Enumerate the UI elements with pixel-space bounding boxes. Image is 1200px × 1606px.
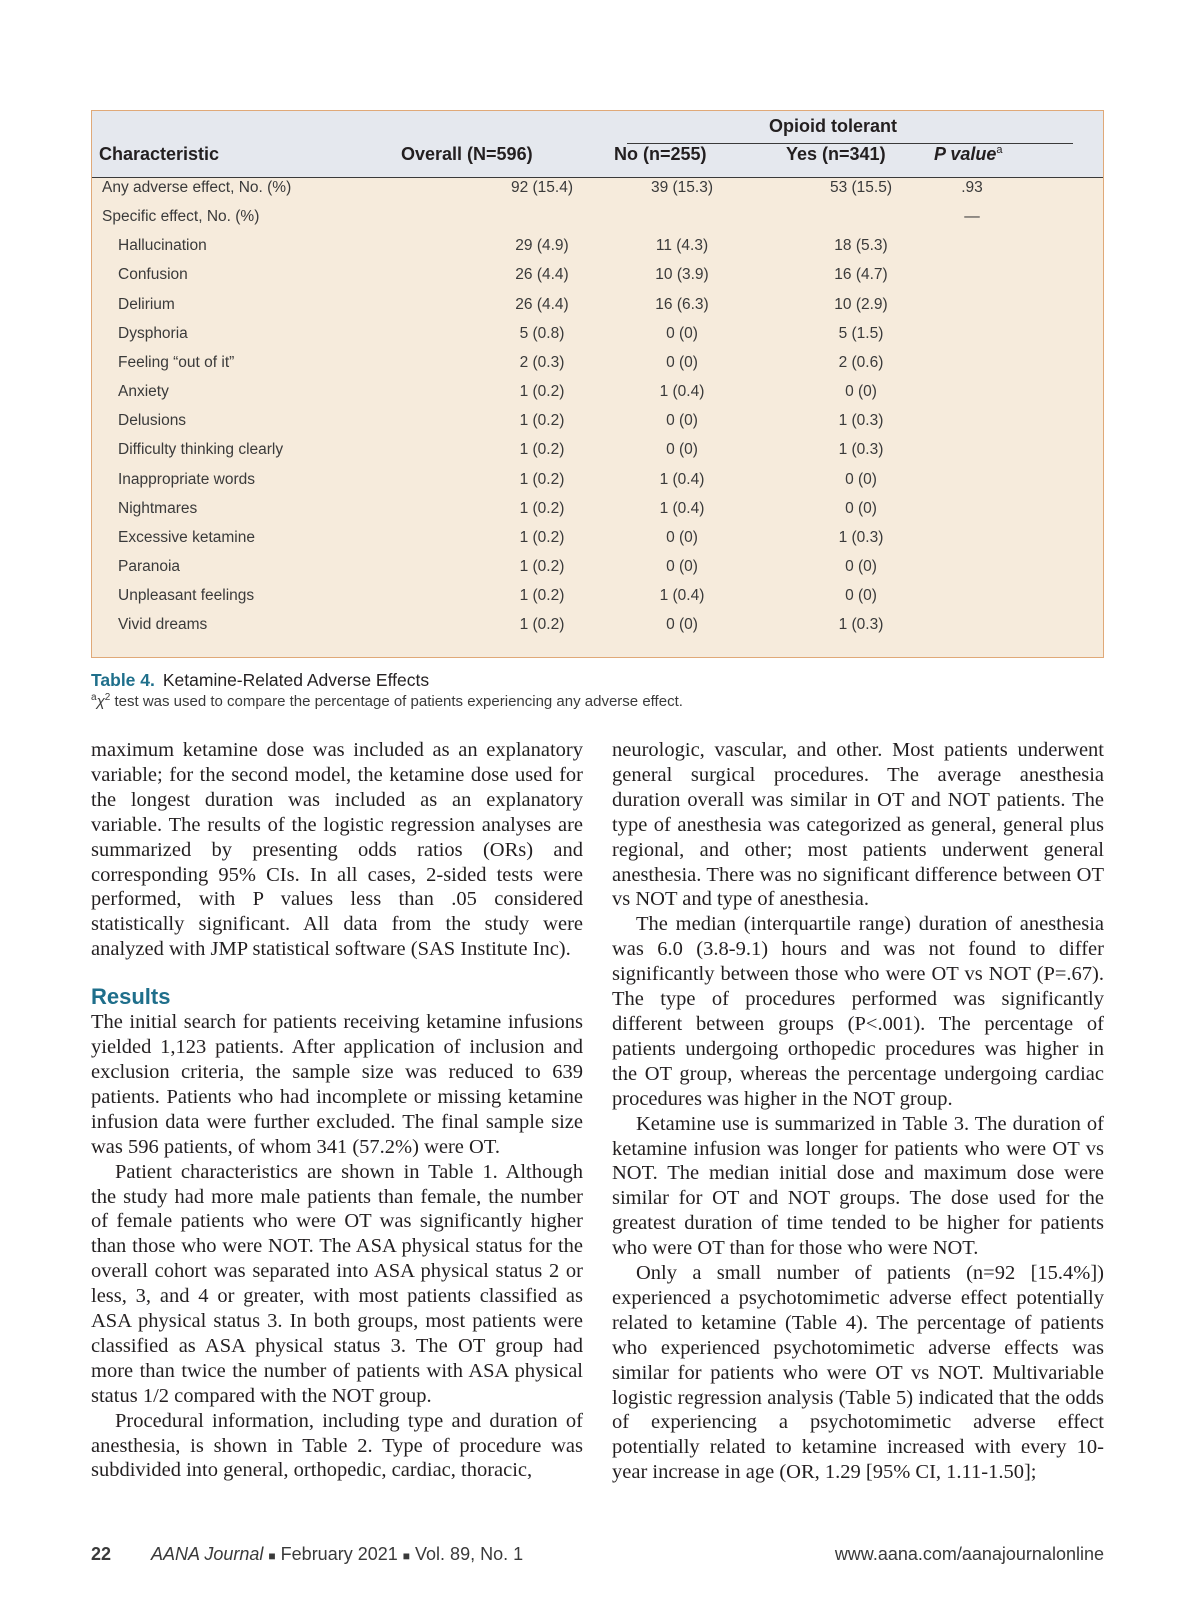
cell-overall: 1 (0.2) <box>519 557 565 575</box>
cell-overall: 92 (15.4) <box>510 179 574 196</box>
cell-opioid-yes: 0 (0) <box>845 587 877 605</box>
journal-name: AANA Journal <box>151 1544 264 1564</box>
section-heading-results: Results <box>91 984 171 1010</box>
right-paragraph-1: neurologic, vascular, and other. Most patients underwent general surgical procedures. The average anesthesia duration overall was similar in OT and NOT patients. The type of anesthesia was categorized as general, general plus regional, and other; most patients underwent general anesthesia. There was no significant difference between OT vs NOT and type of anesthesia. <box>612 739 1104 911</box>
cell-opioid-no: 16 (6.3) <box>655 295 709 313</box>
row-label: Excessive ketamine <box>118 528 255 546</box>
row-label: Delusions <box>118 412 187 430</box>
col-header-yes: Yes (n=341) <box>786 144 886 164</box>
cell-opioid-yes: 1 (0.3) <box>838 441 884 459</box>
table-row <box>92 471 1103 500</box>
cell-opioid-no: 0 (0) <box>666 412 698 430</box>
row-label: Any adverse effect, No. (%) <box>102 179 292 196</box>
row-label: Nightmares <box>118 499 198 517</box>
row-label: Paranoia <box>118 557 181 575</box>
table-row <box>92 325 1103 354</box>
cell-overall: 2 (0.3) <box>519 353 565 371</box>
table-footnote: $^a\chi^2$ test was used to compare the percentage of patients experiencing any adverse effect. <box>91 692 683 710</box>
table-row <box>92 208 1103 237</box>
cell-overall: 1 (0.2) <box>519 616 565 634</box>
cell-overall: 26 (4.4) <box>515 266 569 284</box>
page-number: 22 <box>91 1544 112 1564</box>
cell-opioid-yes: 53 (15.5) <box>829 179 893 196</box>
cell-opioid-yes: 0 (0) <box>845 557 877 575</box>
cell-overall: 26 (4.4) <box>515 295 569 313</box>
table-row <box>92 500 1103 529</box>
cell-opioid-no: 39 (15.3) <box>650 179 714 196</box>
cell-opioid-yes: 1 (0.3) <box>838 412 884 430</box>
right-column <box>612 738 1104 1485</box>
cell-overall: 1 (0.2) <box>519 528 565 546</box>
row-label: Inappropriate words <box>118 470 255 488</box>
table-header <box>92 111 1103 178</box>
cell-p-value: .93 <box>961 179 983 196</box>
volume-issue: Vol. 89, No. 1 <box>415 1544 524 1564</box>
cell-opioid-no: 0 (0) <box>666 353 698 371</box>
table-row <box>92 383 1103 412</box>
cell-opioid-no: 0 (0) <box>666 557 698 575</box>
row-label: Difficulty thinking clearly <box>118 441 284 459</box>
left-paragraph-4: Procedural information, including type and duration of anesthesia, is shown in Table 2. Type of procedure was subdivided into general, orthopedic, cardiac, thoracic, <box>91 1409 583 1482</box>
table-row <box>92 587 1103 616</box>
group-header-opioid-tolerant: Opioid tolerant <box>769 116 897 136</box>
cell-opioid-no: 11 (4.3) <box>655 237 709 255</box>
table-row <box>92 441 1103 470</box>
row-label: Vivid dreams <box>118 616 208 634</box>
footer-journal-info: AANA Journal ■ February 2021 ■ Vol. 89, No. 1 <box>151 1544 524 1564</box>
cell-overall: 29 (4.9) <box>515 237 569 255</box>
cell-overall: 1 (0.2) <box>519 587 565 605</box>
cell-opioid-yes: 0 (0) <box>845 499 877 517</box>
table-row <box>92 237 1103 266</box>
issue-date: February 2021 <box>280 1544 398 1564</box>
right-paragraph-2: The median (interquartile range) duration of anesthesia was 6.0 (3.8-9.1) hours and was not found to differ significantly between those who were OT vs NOT (P=.67). The type of procedures performed was significantly different between groups (P<.001). The percentage of patients undergoing orthopedic procedures was higher in the OT group, whereas the percentage undergoing cardiac procedures was higher in the NOT group. <box>612 913 1104 1110</box>
cell-opioid-yes: 1 (0.3) <box>838 616 884 634</box>
table-caption-text: Ketamine-Related Adverse Effects <box>162 670 430 690</box>
cell-overall: 1 (0.2) <box>519 412 565 430</box>
table-row <box>92 179 1103 208</box>
table-row <box>92 616 1103 645</box>
table-row <box>92 558 1103 587</box>
table-row <box>92 529 1103 558</box>
table-caption <box>91 670 429 691</box>
cell-opioid-no: 1 (0.4) <box>659 383 705 401</box>
left-paragraph-3: Patient characteristics are shown in Table 1. Although the study had more male patients than female, the number of female patients who were OT was significantly higher than those who were NOT. The ASA physical status for the overall cohort was separated into ASA physical status 2 or less, 3, and 4 or greater, with most patients classified as ASA physical status 3. In both groups, most patients were classified as ASA physical status 3. The OT group had more than twice the number of patients with ASA physical status 1/2 compared with the NOT group. <box>91 1160 583 1407</box>
cell-overall: 1 (0.2) <box>519 441 565 459</box>
right-paragraph-4: Only a small number of patients (n=92 [15.4%]) experienced a psychotomimetic adverse effect potentially related to ketamine (Table 4). The percentage of patients who experienced psychotomimetic adverse effects was similar for patients who were OT vs NOT. Multivariable logistic regression analysis (Table 5) indicated that the odds of experiencing a psychotomimetic adverse effect potentially related to ketamine increased with every 10-year increase in age (OR, 1.29 [95% CI, 1.11-1.50]; <box>612 1262 1104 1484</box>
row-label: Delirium <box>118 295 175 313</box>
cell-opioid-no: 1 (0.4) <box>659 587 705 605</box>
col-header-overall: Overall (N=596) <box>401 144 533 164</box>
cell-opioid-yes: 18 (5.3) <box>834 237 888 255</box>
journal-url: www.aana.com/aanajournalonline <box>834 1544 1104 1564</box>
table-row <box>92 296 1103 325</box>
adverse-effects-table <box>91 110 1104 658</box>
p-value-footnote-marker: a <box>996 144 1003 156</box>
row-label: Specific effect, No. (%) <box>102 208 260 226</box>
cell-overall: 1 (0.2) <box>519 383 565 401</box>
left-paragraph-1: maximum ketamine dose was included as an explanatory variable; for the second model, the ketamine dose used for the longest duration was included as an explanatory variable. The results of the logistic regression analyses are summarized by presenting odds ratios (ORs) and corresponding 95% CIs. In all cases, 2-sided tests were performed, with P values less than .05 considered statistically significant. All data from the study were analyzed with JMP statistical software (SAS Institute Inc). <box>91 739 583 961</box>
cell-opioid-no: 0 (0) <box>666 441 698 459</box>
cell-opioid-no: 1 (0.4) <box>659 470 705 488</box>
left-column <box>91 738 583 1483</box>
row-label: Anxiety <box>118 383 169 401</box>
cell-overall: 1 (0.2) <box>519 499 565 517</box>
right-paragraph-3: Ketamine use is summarized in Table 3. The duration of ketamine infusion was longer for patients who were OT vs NOT. The median initial dose and maximum dose were similar for OT and NOT groups. The dose used for the greatest duration of time tended to be higher for patients who were OT than for those who were NOT. <box>612 1112 1104 1260</box>
page-footer <box>91 1544 1104 1568</box>
cell-overall: 1 (0.2) <box>519 470 565 488</box>
cell-opioid-yes: 0 (0) <box>845 470 877 488</box>
col-header-characteristic: Characteristic <box>99 144 220 164</box>
row-label: Confusion <box>118 266 188 284</box>
cell-opioid-yes: 16 (4.7) <box>834 266 888 284</box>
left-paragraph-2: The initial search for patients receiving ketamine infusions yielded 1,123 patients. After application of inclusion and exclusion criteria, the sample size was reduced to 639 patients. Patients who had incomplete or missing ketamine infusion data were further excluded. The final sample size was 596 patients, of whom 341 (57.2%) were OT. <box>91 1011 583 1158</box>
row-label: Hallucination <box>118 237 207 255</box>
table-row <box>92 354 1103 383</box>
table-row <box>92 412 1103 441</box>
cell-p-value: — <box>964 208 980 226</box>
cell-opioid-yes: 5 (1.5) <box>838 324 884 342</box>
row-label: Dysphoria <box>118 324 188 342</box>
cell-opioid-yes: 0 (0) <box>845 383 877 401</box>
row-label: Unpleasant feelings <box>118 587 255 605</box>
col-header-p-value: P value$^a$ <box>934 144 1003 164</box>
cell-opioid-yes: 2 (0.6) <box>838 353 884 371</box>
cell-opioid-yes: 10 (2.9) <box>834 295 888 313</box>
table-row <box>92 266 1103 295</box>
table-caption-label: Table 4. <box>91 670 155 690</box>
cell-overall: 5 (0.8) <box>519 324 565 342</box>
cell-opioid-yes: 1 (0.3) <box>838 528 884 546</box>
cell-opioid-no: 0 (0) <box>666 616 698 634</box>
cell-opioid-no: 0 (0) <box>666 324 698 342</box>
cell-opioid-no: 0 (0) <box>666 528 698 546</box>
col-header-no: No (n=255) <box>614 144 707 164</box>
row-label: Feeling “out of it” <box>118 353 235 371</box>
cell-opioid-no: 1 (0.4) <box>659 499 705 517</box>
cell-opioid-no: 10 (3.9) <box>655 266 709 284</box>
